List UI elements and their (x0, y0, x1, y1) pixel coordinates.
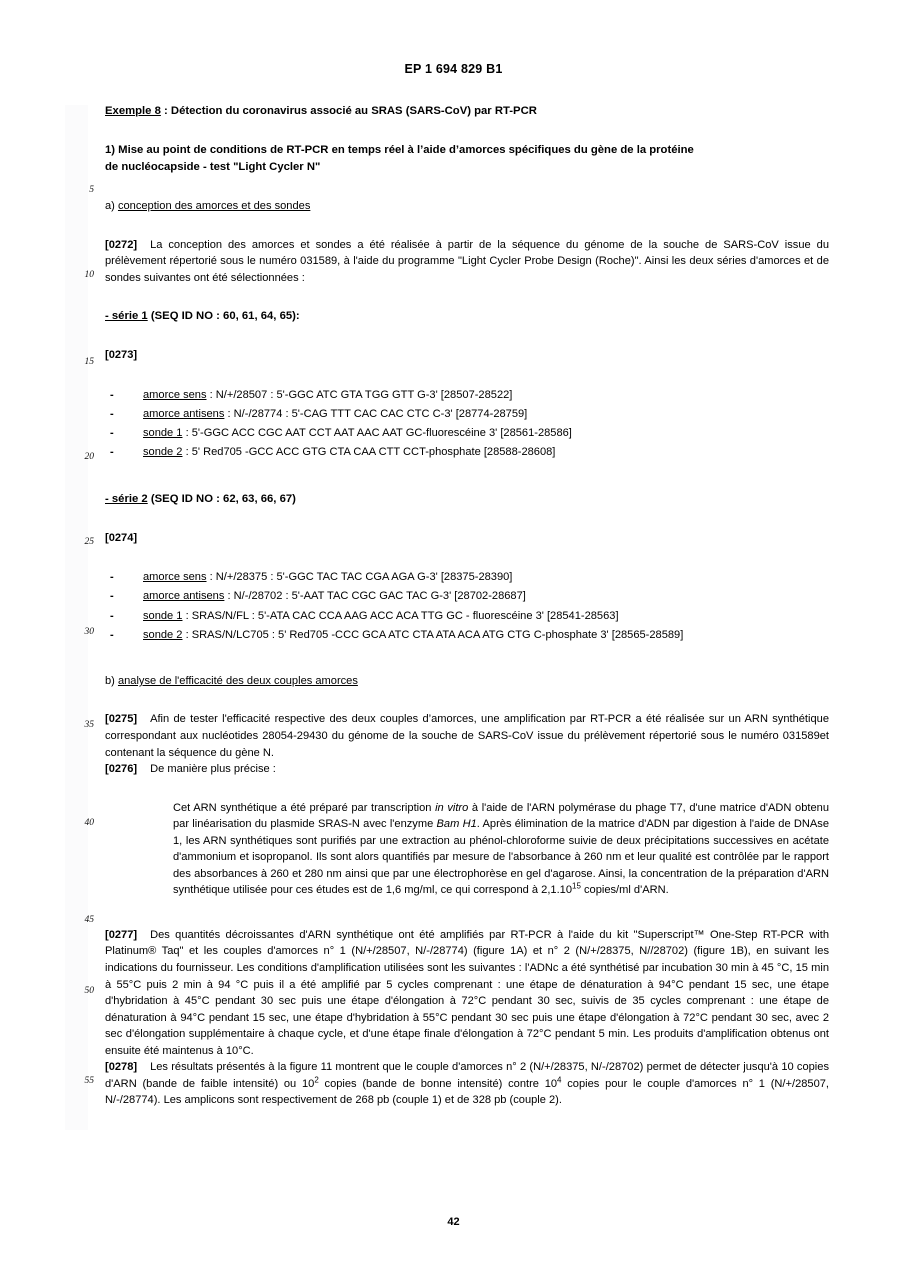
serie-1-sequence-list (105, 386, 829, 463)
rna-seg-2: à l'aide de l'ARN polymérase du phage T7, d'une matrice d'ADN obtenu par linéarisation du plasmide SRAS-N avec l'enzyme (173, 801, 829, 831)
subsection-a-title: conception des amorces et des sondes (117, 200, 311, 212)
bullet-dash-icon: - (110, 427, 114, 440)
rna-italic-bam-h1: Bam H1 (436, 818, 477, 831)
bullet-dash-icon: - (110, 407, 114, 420)
bullet-dash-icon: - (110, 590, 114, 603)
sequence-text: : 5' Red705 -GCC ACC GTG CTA CAA CTT CCT-phosphate [28588-28608] (182, 446, 556, 459)
line-number-45: 45 (84, 915, 94, 925)
paragraph-0278 (105, 1059, 829, 1109)
list-item (105, 386, 829, 405)
sequence-label: amorce sens (143, 388, 207, 401)
bullet-dash-icon: - (110, 609, 114, 622)
subsection-a-prefix: a) (105, 200, 118, 212)
serie-2-rest: (SEQ ID NO : 62, 63, 66, 67) (147, 492, 296, 505)
line-number-column (60, 103, 94, 1133)
paragraph-0272-number: [0272] (105, 238, 138, 251)
paragraph-0275-text: Afin de tester l'efficacité respective des deux couples d’amorces, une amplification par RT-PCR a été réalisée sur un ARN synthétique correspondant aux nucléotides 28054-29430 du génome de la souche de SARS-CoV issue du prélèvement répertorié sous le numéro 031589et contenant la séquence du gène N. (105, 713, 829, 759)
paragraph-0274-number: [0274] (105, 531, 138, 544)
serie-2-label: - série 2 (105, 492, 148, 505)
rna-italic-in-vitro: in vitro (435, 801, 469, 814)
list-item (105, 443, 829, 462)
page-number-footer: 42 (447, 1216, 460, 1228)
sequence-label: sonde 1 (143, 427, 183, 440)
line-number-40: 40 (84, 818, 94, 828)
sequence-text: : N/-/28774 : 5'-CAG TTT CAC CAC CTC C-3' [28774-28759] (224, 407, 528, 420)
serie-1-label: - série 1 (105, 310, 148, 323)
subsection-b-prefix: b) (105, 674, 118, 687)
example-heading-label: Exemple 8 (105, 105, 161, 117)
serie-2-heading (105, 491, 829, 508)
document-body (105, 103, 829, 1109)
p0278-seg-1: Les résultats présentés à la figure 11 montrent que le couple d'amorces n° 2 (N/+/28375, N/-/28702) permet de détecter jusqu'à 10 copies d'ARN (bande de faible intensité) ou 10 (105, 1061, 829, 1090)
sequence-text: : N/-/28702 : 5'-AAT TAC CGC GAC TAC G-3' [28702-28687] (224, 590, 526, 603)
paragraph-0276-number: [0276] (105, 763, 138, 776)
part-1-heading-line-2: de nucléocapside - test "Light Cycler N" (105, 161, 321, 173)
list-item (105, 568, 829, 587)
line-number-30: 30 (84, 627, 94, 637)
list-item (105, 405, 829, 424)
rna-seg-4: copies/ml d'ARN. (580, 884, 669, 897)
line-number-50: 50 (84, 986, 94, 996)
sequence-text: : SRAS/N/LC705 : 5' Red705 -CCC GCA ATC CTA ATA ACA ATG CTG C-phosphate 3' [28565-28589] (182, 628, 684, 641)
example-heading-rest: : Détection du coronavirus associé au SRAS (SARS-CoV) par RT-PCR (160, 105, 537, 117)
paragraph-0272 (105, 237, 829, 287)
paragraph-0278-number: [0278] (105, 1061, 138, 1074)
sequence-label: amorce antisens (143, 407, 225, 420)
list-item (105, 587, 829, 606)
rna-seg-1: Cet ARN synthétique a été préparé par transcription (173, 801, 436, 814)
subsection-a-heading (105, 198, 829, 215)
bullet-dash-icon: - (110, 446, 114, 459)
synthetic-rna-description-block (173, 800, 829, 899)
rna-seg-3: . Après élimination de la matrice d'ADN par digestion à l'aide de DNAse 1, les ARN synthétiques sont purifiés par une extraction au phénol-chloroforme suivie de deux précipitations successives en acétate d'ammonium et isopropanol. Ils sont alors quantifiés par mesure de l'absorbance à 260 nm et leur qualité est contrôlée par le rapport des absorbances à 260 et 280 nm ainsi que par une électrophorèse en gel d'agarose. Ainsi, la concentration de la préparation d'ARN synthétique utilisée pour ces études est de 1,6 mg/ml, ce qui correspond à 2,1.10 (173, 818, 830, 897)
line-number-5: 5 (89, 185, 94, 195)
bullet-dash-icon: - (110, 388, 114, 401)
sequence-label: sonde 2 (143, 628, 183, 641)
line-number-25: 25 (84, 537, 94, 547)
sequence-label: amorce antisens (143, 590, 225, 603)
p0278-seg-2: copies (bande de bonne intensité) contre 10 (318, 1077, 558, 1090)
sequence-text: : N/+/28507 : 5'-GGC ATC GTA TGG GTT G-3' [28507-28522] (206, 388, 513, 401)
bullet-dash-icon: - (110, 571, 114, 584)
line-number-35: 35 (84, 720, 94, 730)
sequence-label: amorce sens (143, 571, 207, 584)
bullet-dash-icon: - (110, 628, 114, 641)
paragraph-0274 (105, 530, 829, 547)
paragraph-0277-text: Des quantités décroissantes d'ARN synthétique ont été amplifiés par RT-PCR à l'aide du kit "Superscript™ One-Step RT-PCR with Platinum® Taq" et les couples d'amorces n° 1 (N/+/28507, N/-/28774) (figure 1A) et n° 2 (N/+/28375, N//28702) (figure 1B), en suivant les indications du fournisseur. Les conditions d'amplification utilisées sont les suivantes : l'ADNc a été synthétisé par incubation 30 min à 45 °C, 15 min à 55°C puis 2 min à 94 °C puis il a été amplifié par 5 cycles comprenant : une étape de dénaturation à 94°C pendant 15 sec, une étape d'hybridation à 45°C pendant 30 sec puis une étape d'élongation à 72°C pendant 30 sec, suivis de 35 cycles comprenant : une étape de dénaturation à 94°C pendant 15 sec, une étape d'hybridation à 55°C pendant 30 sec puis une étape d'élongation à 72°C pendant 30 sec, avec 2 sec d'élongation supplémentaire à chaque cycle, et d'une étape finale d'élongation à 72°C pendant 5 min. Les produits d'amplification obtenus ont ensuite été maintenus à 10°C. (105, 928, 829, 1057)
serie-1-heading (105, 308, 829, 325)
sequence-text: : SRAS/N/FL : 5'-ATA CAC CCA AAG ACC ACA TTG GC - fluorescéine 3' [28541-28563] (182, 609, 619, 622)
paragraph-0276 (105, 761, 829, 778)
p0278-exponent-2: 2 (314, 1075, 319, 1085)
paragraph-0272-text: La conception des amorces et sondes a été réalisée à partir de la séquence du génome de la souche de SARS-CoV issue du prélèvement répertorié sous le numéro 031589, à l'aide du programme "Light Cycler Probe Design (Roche)". Ainsi les deux séries d'amorces et de sondes suivantes ont été sélectionnées : (105, 238, 829, 284)
paragraph-0277-number: [0277] (105, 928, 138, 941)
p0278-seg-3: copies pour le couple d'amorces n° 1 (N/+/28507, N/-/28774). Les amplicons sont respectivement de 268 pb (couple 1) et de 328 pb (couple 2). (105, 1077, 830, 1107)
sequence-text: : 5'-GGC ACC CGC AAT CCT AAT AAC AAT GC-fluorescéine 3' [28561-28586] (182, 427, 572, 440)
line-number-55: 55 (84, 1076, 94, 1086)
list-item (105, 607, 829, 626)
subsection-b-heading (105, 673, 829, 690)
list-item (105, 424, 829, 443)
line-number-20: 20 (84, 452, 94, 462)
page-header-patent-number: EP 1 694 829 B1 (404, 62, 503, 76)
paragraph-0273 (105, 347, 829, 364)
paragraph-0273-number: [0273] (105, 349, 138, 362)
serie-1-rest: (SEQ ID NO : 60, 61, 64, 65): (147, 310, 300, 323)
p0278-exponent-4: 4 (557, 1075, 562, 1085)
subsection-b-title: analyse de l'efficacité des deux couples amorces (117, 674, 358, 687)
synthetic-rna-paragraph (173, 800, 829, 899)
serie-2-sequence-list (105, 568, 829, 645)
paragraph-0277 (105, 927, 829, 1059)
sequence-label: sonde 1 (143, 609, 183, 622)
part-1-heading-line-1: 1) Mise au point de conditions de RT-PCR en temps réel à l’aide d’amorces spécifiques du gène de la protéine (105, 144, 694, 156)
paragraph-0275 (105, 711, 829, 761)
rna-exponent-15: 15 (572, 881, 581, 891)
line-number-10: 10 (84, 270, 94, 280)
example-heading (105, 103, 829, 120)
paragraph-0276-text: De manière plus précise : (150, 763, 276, 776)
paragraph-0275-number: [0275] (105, 713, 138, 726)
sequence-label: sonde 2 (143, 446, 183, 459)
line-number-15: 15 (84, 357, 94, 367)
sequence-text: : N/+/28375 : 5'-GGC TAC TAC CGA AGA G-3' [28375-28390] (206, 571, 513, 584)
list-item (105, 626, 829, 645)
